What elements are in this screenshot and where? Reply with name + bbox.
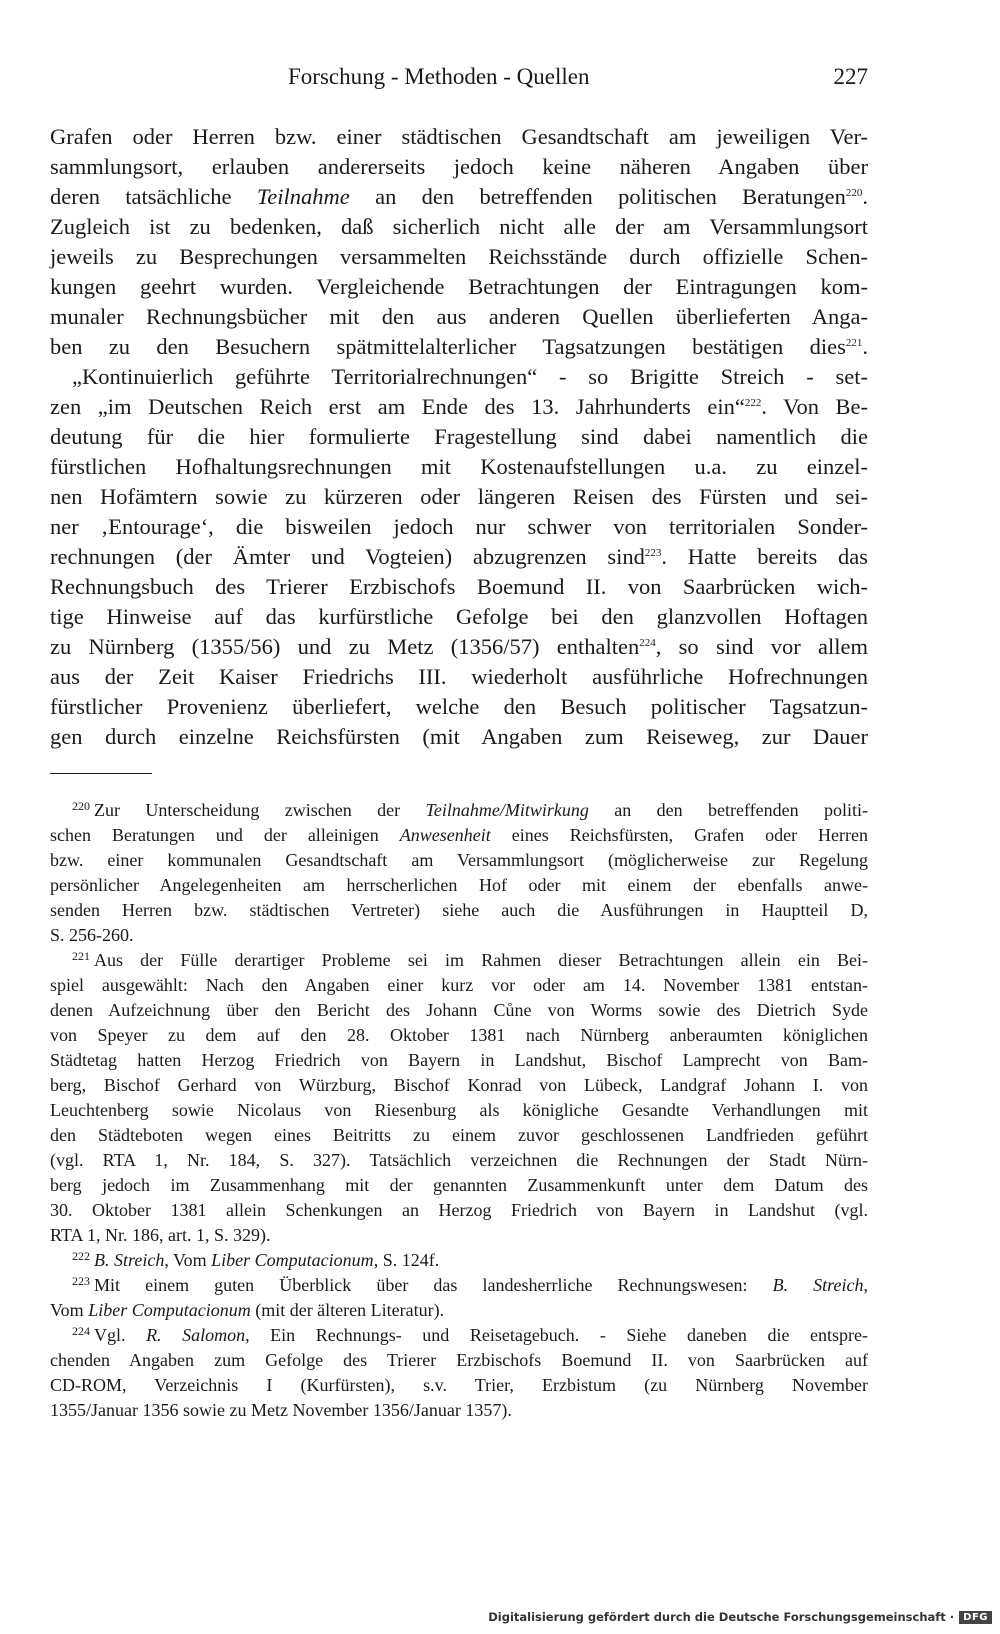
footnote-ref: 222 xyxy=(744,397,762,409)
text-line: tige Hinweise auf das kurfürstliche Gefolge bei den glanzvollen Hoftagen xyxy=(50,604,868,629)
text-line: „Kontinuierlich geführte Territorialrechnungen“ - so Brigitte Streich - set- xyxy=(72,364,868,389)
footnote-line: Leuchtenberg sowie Nicolaus von Riesenburg als königliche Gesandte Verhandlungen mit xyxy=(50,1100,868,1120)
text-line: zu Nürnberg (1355/56) und zu Metz (1356/57) enthalten$^{224}$, so sind vor allem xyxy=(50,634,868,659)
italic-term: Teilnahme xyxy=(256,184,350,209)
footnote-line: 30. Oktober 1381 allein Schenkungen an Herzog Friedrich von Bayern in Landshut (vgl. xyxy=(50,1200,868,1220)
footnote-line: chenden Angaben zum Gefolge des Trierer Erzbischofs Boemund II. von Saarbrücken auf xyxy=(50,1350,868,1370)
text-line: munaler Rechnungsbücher mit den aus anderen Quellen überlieferten Anga- xyxy=(50,304,868,329)
footnote-line: denen Aufzeichnung über den Bericht des Johann Cůne von Worms sowie des Dietrich Syde xyxy=(50,1000,868,1020)
footnote-ref: 220 xyxy=(845,187,863,199)
footnote-line: $^{224}$ Vgl. R. Salomon, Ein Rechnungs- und Reisetagebuch. - Siehe daneben die entspre- xyxy=(72,1324,869,1345)
footnote-number: 222 xyxy=(72,1249,90,1263)
footnote-line: berg jedoch im Zusammenhang mit der genannten Zusammenkunft unter dem Datum des xyxy=(50,1175,868,1195)
text-line: zen „im Deutschen Reich erst am Ende des 13. Jahrhunderts ein“$^{222}$. Von Be- xyxy=(50,394,868,419)
footnote-separator xyxy=(50,773,152,774)
footnote-line: spiel ausgewählt: Nach den Angaben einer kurz vor oder am 14. November 1381 entstan- xyxy=(50,975,868,995)
text-line: fürstlicher Provenienz überliefert, welche den Besuch politischer Tagsatzun- xyxy=(50,694,868,719)
text-line: gen durch einzelne Reichsfürsten (mit Angaben zum Reiseweg, zur Dauer xyxy=(50,724,868,749)
page-number: 227 xyxy=(833,64,868,89)
footnote-line: S. 256-260. xyxy=(50,925,134,945)
footnote-line: Städtetag hatten Herzog Friedrich von Bayern in Landshut, Bischof Lamprecht von Bam- xyxy=(50,1050,868,1070)
text-line: jeweils zu Besprechungen versammelten Reichsstände durch offizielle Schen- xyxy=(50,244,868,269)
footnote-line: (vgl. RTA 1, Nr. 184, S. 327). Tatsächlich verzeichnen die Rechnungen der Stadt Nürn- xyxy=(50,1150,868,1170)
footnote-line: CD-ROM, Verzeichnis I (Kurfürsten), s.v. Trier, Erzbistum (zu Nürnberg November xyxy=(50,1375,868,1395)
footnotes xyxy=(50,798,868,1423)
text-line: ner ‚Entourage‘, die bisweilen jedoch nur schwer von territorialen Sonder- xyxy=(50,514,868,539)
footnote-ref: 223 xyxy=(644,547,662,559)
digitization-credit xyxy=(488,1606,992,1628)
footnote-line: senden Herren bzw. städtischen Vertreter) siehe auch die Ausführungen in Hauptteil D, xyxy=(50,900,868,920)
footnote-number: 223 xyxy=(72,1274,90,1288)
footnote-line: $^{222}$ B. Streich, Vom Liber Computacionum, S. 124f. xyxy=(72,1249,440,1270)
footnote-line: von Speyer zu dem auf den 28. Oktober 1381 nach Nürnberg anberaumten königlichen xyxy=(50,1025,868,1045)
footnote-line: 1355/Januar 1356 sowie zu Metz November 1356/Januar 1357). xyxy=(50,1400,512,1420)
text-line: sammlungsort, erlauben andererseits jedoch keine näheren Angaben über xyxy=(50,154,868,179)
text-line: ben zu den Besuchern spätmittelalterlicher Tagsatzungen bestätigen dies$^{221}$. xyxy=(50,334,868,359)
footnote-line: $^{220}$ Zur Unterscheidung zwischen der Teilnahme/Mitwirkung an den betreffenden politi- xyxy=(72,799,868,820)
text-line: aus der Zeit Kaiser Friedrichs III. wiederholt ausführliche Hofrechnungen xyxy=(50,664,868,689)
text-line: kungen geehrt wurden. Vergleichende Betrachtungen der Eintragungen kom- xyxy=(50,274,868,299)
footnote-ref: 224 xyxy=(639,637,656,649)
text-line: Grafen oder Herren bzw. einer städtischen Gesandtschaft am jeweiligen Ver- xyxy=(50,124,868,149)
running-head xyxy=(50,60,868,94)
footnote-number: 221 xyxy=(72,949,90,963)
text-line: fürstlichen Hofhaltungsrechnungen mit Kostenaufstellungen u.a. zu einzel- xyxy=(50,454,868,479)
text-line: rechnungen (der Ämter und Vogteien) abzugrenzen sind$^{223}$. Hatte bereits das xyxy=(50,544,868,569)
footnote-line: Vom Liber Computacionum (mit der älteren Literatur). xyxy=(50,1300,445,1320)
footnote-ref: 221 xyxy=(845,337,863,349)
running-title: Forschung - Methoden - Quellen xyxy=(288,64,590,89)
footnote-line: RTA 1, Nr. 186, art. 1, S. 329). xyxy=(50,1225,271,1245)
footnote-number: 220 xyxy=(72,799,90,813)
footnote-number: 224 xyxy=(72,1324,90,1338)
text-line: deutung für die hier formulierte Fragestellung sind dabei namentlich die xyxy=(50,424,868,449)
text-line: Zugleich ist zu bedenken, daß sicherlich nicht alle der am Versammlungsort xyxy=(50,214,868,239)
dfg-logo: DFG xyxy=(959,1611,992,1624)
footnote-line: $^{223}$ Mit einem guten Überblick über das landesherrliche Rechnungswesen: B. Streich, xyxy=(72,1274,868,1295)
footnote-line: $^{221}$ Aus der Fülle derartiger Probleme sei im Rahmen dieser Betrachtungen allein ein Bei- xyxy=(72,949,868,970)
footnote-line: schen Beratungen und der alleinigen Anwesenheit eines Reichsfürsten, Grafen oder Herren xyxy=(50,825,868,845)
main-text xyxy=(50,122,868,752)
footnote-line: bzw. einer kommunalen Gesandtschaft am Versammlungsort (möglicherweise zur Regelung xyxy=(50,850,868,870)
footnote-line: den Städteboten wegen eines Beitritts zu einem zuvor geschlossenen Landfrieden geführt xyxy=(50,1125,868,1145)
text-line: Rechnungsbuch des Trierer Erzbischofs Boemund II. von Saarbrücken wich- xyxy=(50,574,868,599)
credit-text: Digitalisierung gefördert durch die Deutsche Forschungsgemeinschaft · xyxy=(488,1610,955,1624)
text-line: nen Hofämtern sowie zu kürzeren oder längeren Reisen des Fürsten und sei- xyxy=(50,484,868,509)
footnote-line: persönlicher Angelegenheiten am herrscherlichen Hof oder mit einem der ebenfalls anwe- xyxy=(50,875,868,895)
text-line: deren tatsächliche Teilnahme an den betreffenden politischen Beratungen$^{220}$. xyxy=(50,184,868,209)
footnote-line: berg, Bischof Gerhard von Würzburg, Bischof Konrad von Lübeck, Landgraf Johann I. von xyxy=(50,1075,868,1095)
